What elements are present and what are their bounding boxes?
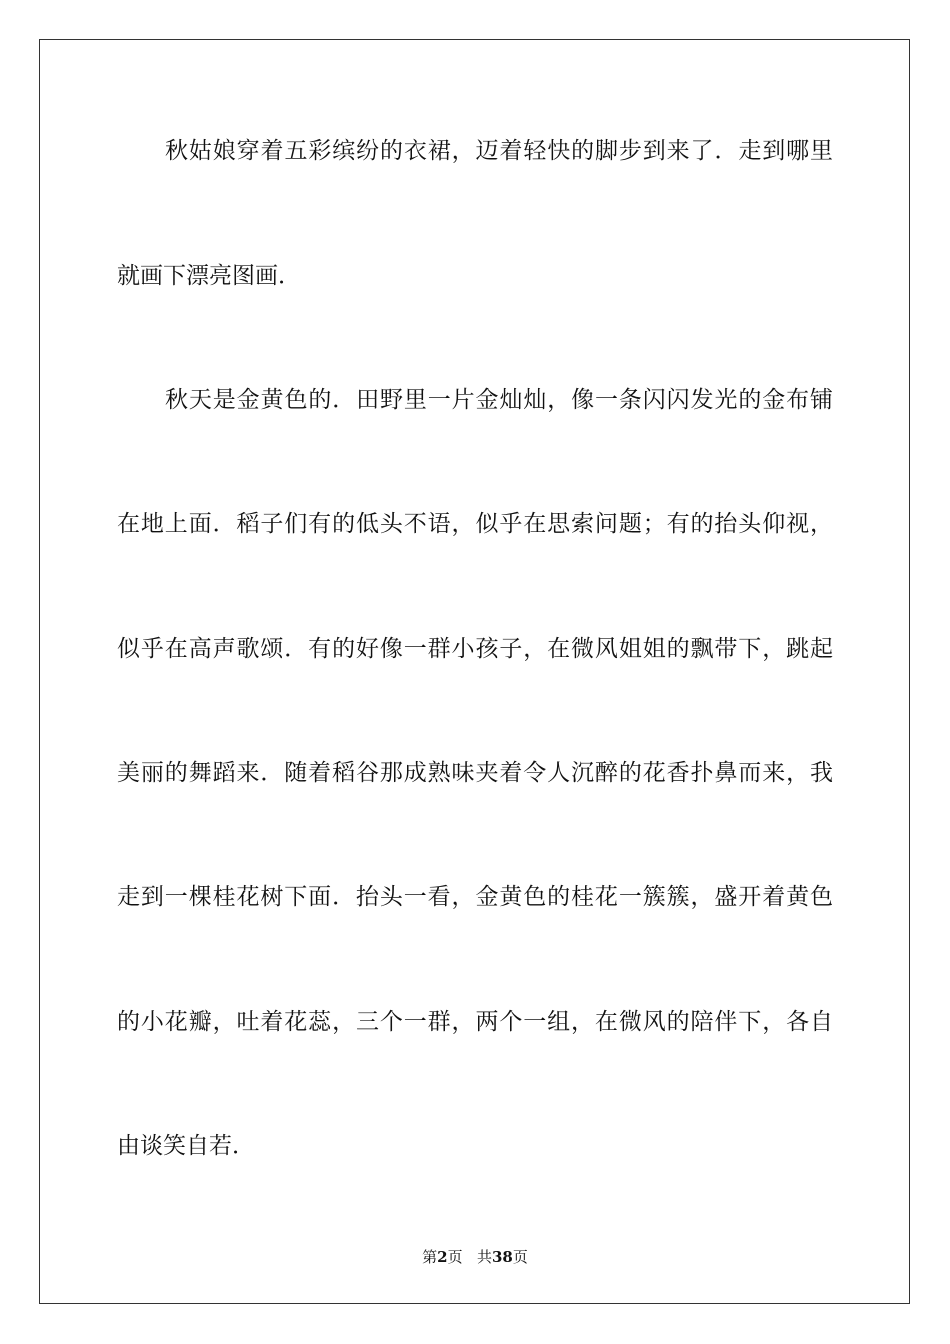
page-footer [0, 1246, 950, 1267]
total-prefix: 共 [476, 1248, 492, 1266]
paragraph-1-line-1: 秋姑娘穿着五彩缤纷的衣裙，迈着轻快的脚步到来了．走到哪里 [165, 138, 833, 164]
paragraph-2-line-1: 秋天是金黄色的．田野里一片金灿灿，像一条闪闪发光的金布铺 [165, 387, 833, 413]
paragraph-2-line-6: 的小花瓣，吐着花蕊，三个一群，两个一组，在微风的陪伴下，各自 [117, 1009, 833, 1035]
paragraph-1-line-2: 就画下漂亮图画． [117, 263, 301, 289]
total-suffix: 页 [512, 1248, 528, 1266]
paragraph-2-line-2: 在地上面．稻子们有的低头不语，似乎在思索问题；有的抬头仰视， [117, 511, 833, 537]
paragraph-2-line-4: 美丽的舞蹈来．随着稻谷那成熟味夹着令人沉醉的花香扑鼻而来，我 [117, 760, 833, 786]
total-pages: 38 [491, 1248, 513, 1266]
paragraph-2-line-7: 由谈笑自若． [117, 1133, 255, 1159]
page-prefix: 第 [422, 1248, 438, 1266]
page-number: 2 [437, 1248, 448, 1266]
paragraph-2-line-5: 走到一棵桂花树下面．抬头一看，金黄色的桂花一簇簇，盛开着黄色 [117, 884, 833, 910]
page-suffix: 页 [447, 1248, 463, 1266]
paragraph-2-line-3: 似乎在高声歌颂．有的好像一群小孩子，在微风姐姐的飘带下，跳起 [117, 636, 833, 662]
page-border [39, 39, 910, 1304]
